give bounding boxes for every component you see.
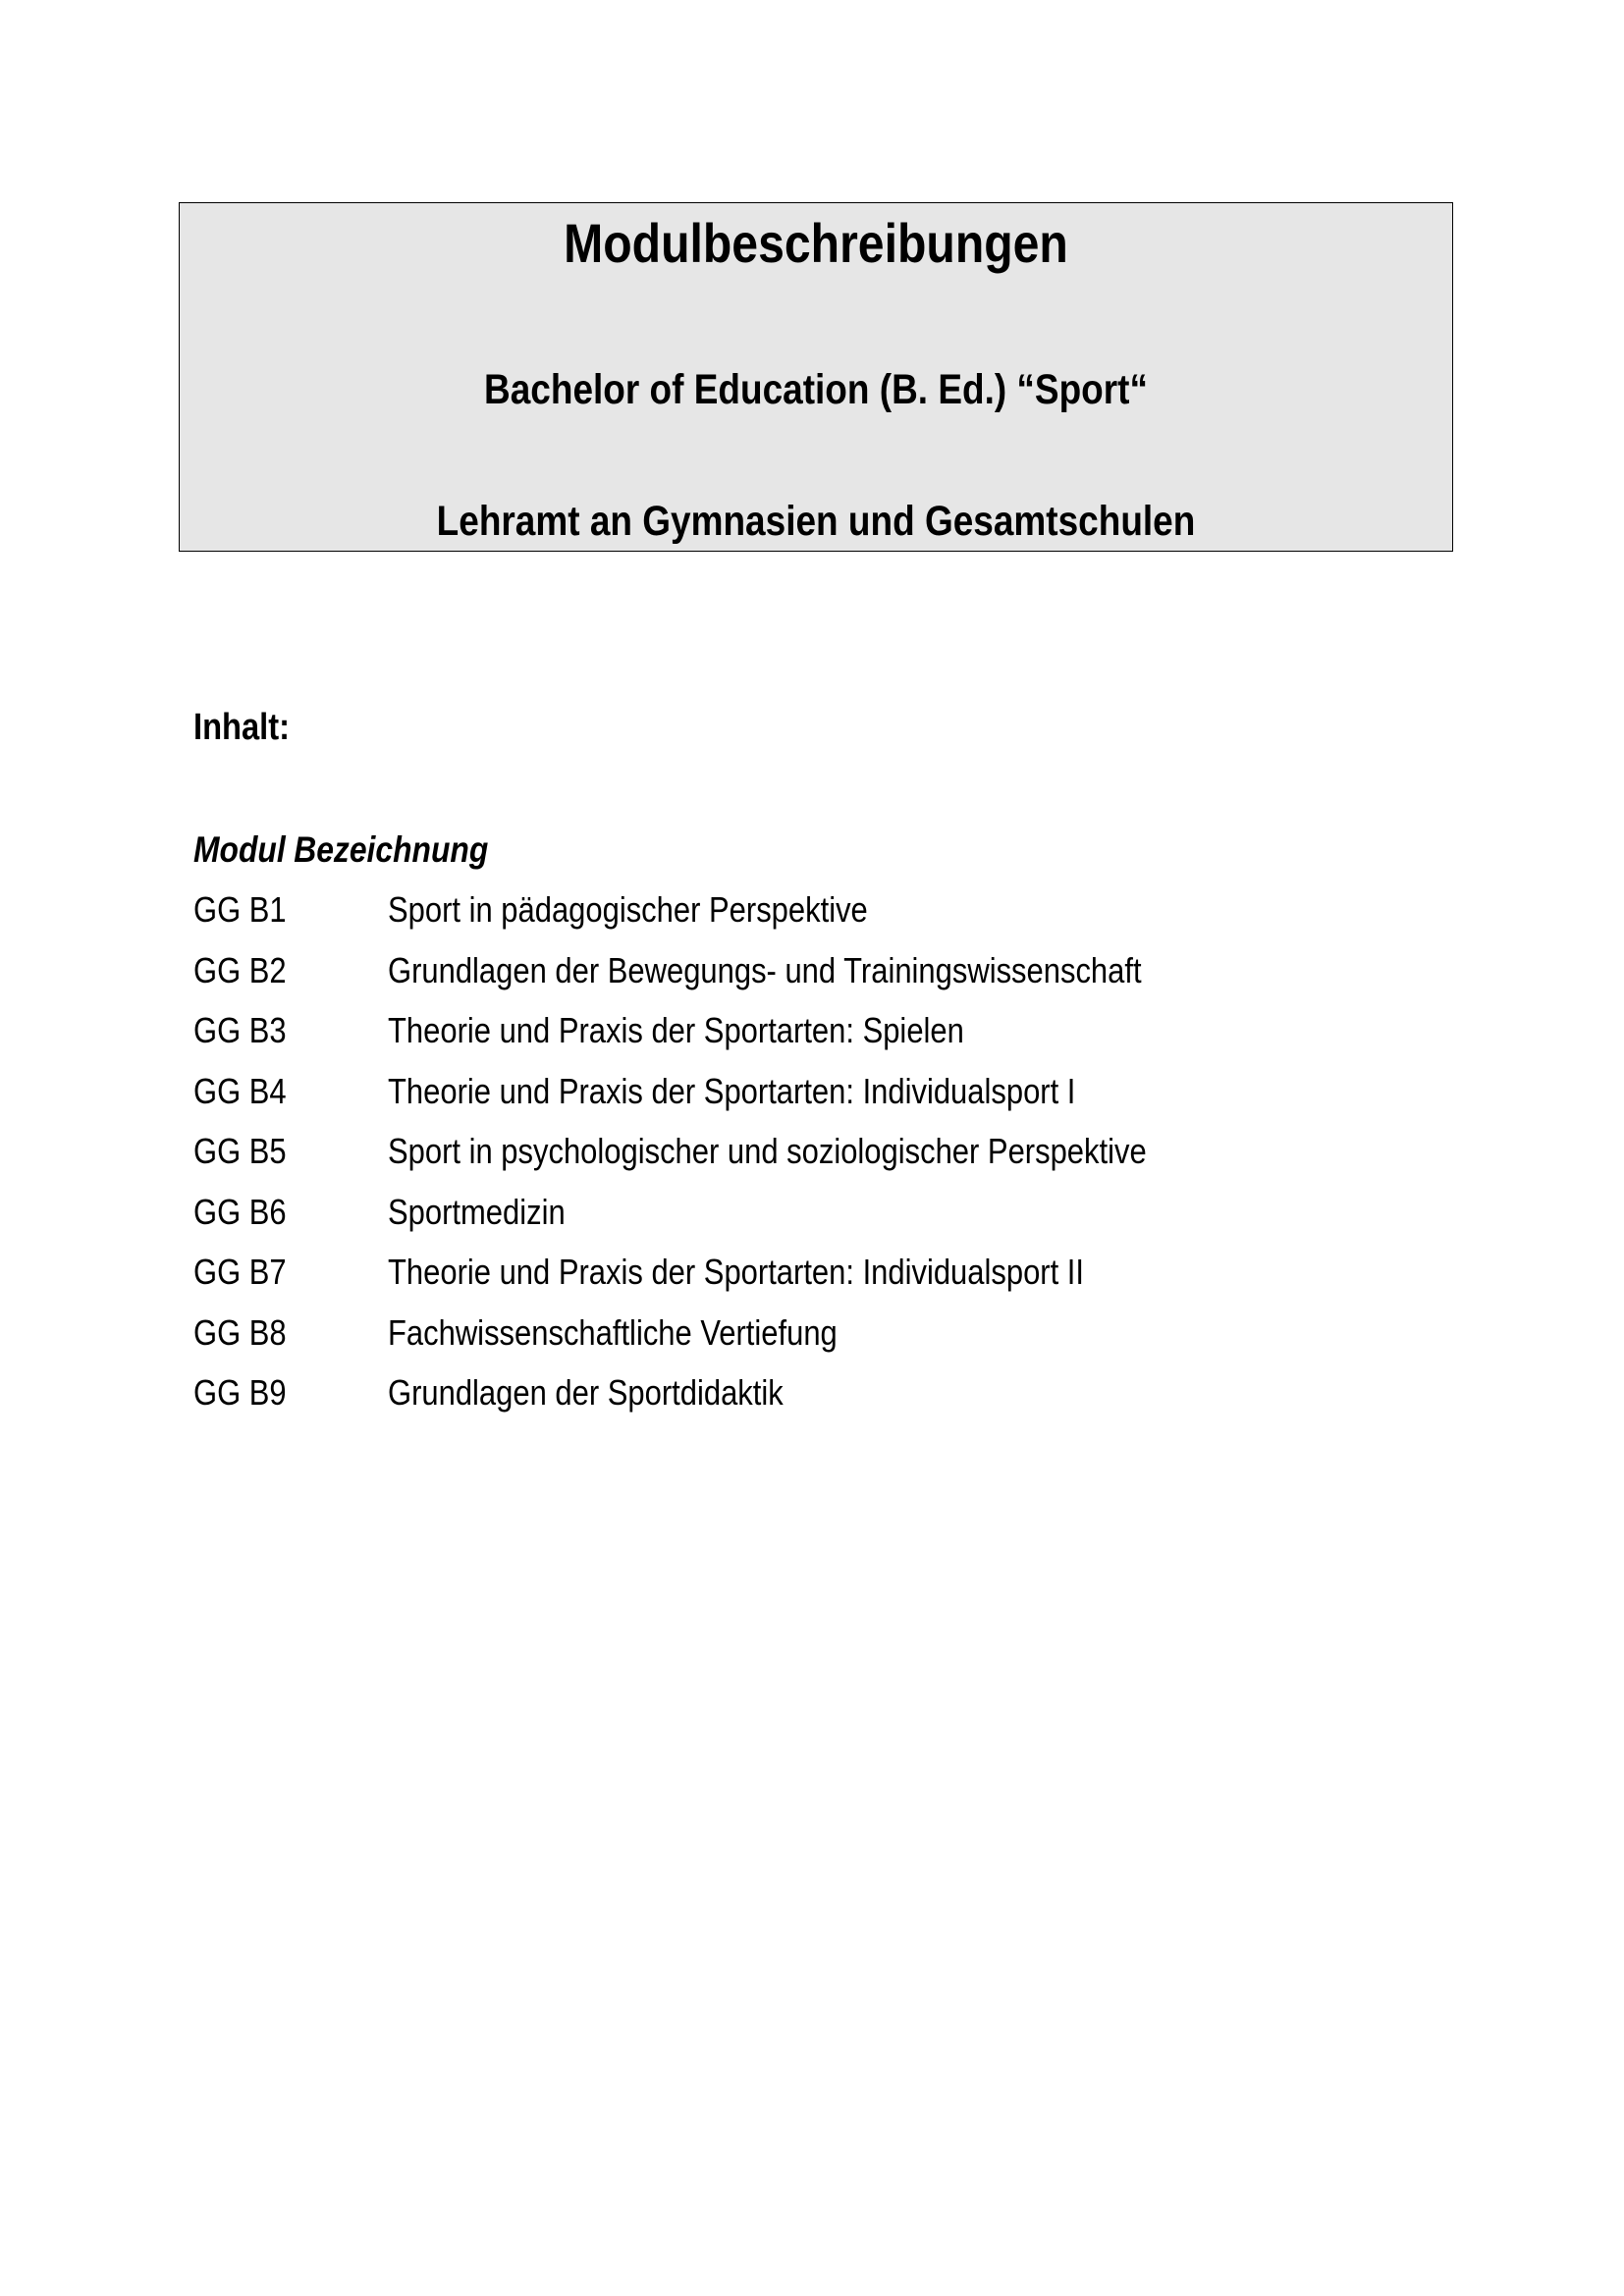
module-row xyxy=(193,1192,1470,1253)
module-code: GG B1 xyxy=(193,889,287,930)
contents-column-header xyxy=(193,829,488,871)
module-row xyxy=(193,1312,1470,1373)
module-name: Theorie und Praxis der Sportarten: Spielen xyxy=(388,1010,964,1050)
module-row xyxy=(193,1131,1470,1192)
module-row xyxy=(193,1010,1470,1071)
module-name: Theorie und Praxis der Sportarten: Individualsport I xyxy=(388,1070,1076,1111)
column-header-bezeichnung: Bezeichnung xyxy=(294,829,489,870)
module-name: Theorie und Praxis der Sportarten: Individualsport II xyxy=(388,1252,1085,1292)
module-code: GG B3 xyxy=(193,1010,287,1050)
document-title: Modulbeschreibungen xyxy=(564,212,1068,274)
degree-title: Bachelor of Education (B. Ed.) “Sport“ xyxy=(484,366,1148,413)
title-box xyxy=(179,202,1453,552)
module-name: Sport in psychologischer und soziologischer Perspektive xyxy=(388,1131,1147,1171)
module-name: Grundlagen der Bewegungs- und Trainingswissenschaft xyxy=(388,949,1142,990)
contents-heading: Inhalt: xyxy=(193,707,291,748)
module-list xyxy=(193,889,1470,1433)
module-code: GG B8 xyxy=(193,1311,287,1353)
module-code: GG B9 xyxy=(193,1372,287,1413)
module-code: GG B5 xyxy=(193,1131,287,1171)
module-row xyxy=(193,950,1470,1011)
module-row xyxy=(193,1252,1470,1312)
module-row xyxy=(193,889,1470,950)
program-title: Lehramt an Gymnasien und Gesamtschulen xyxy=(436,498,1196,545)
module-name: Sport in pädagogischer Perspektive xyxy=(388,889,868,930)
module-name: Sportmedizin xyxy=(388,1191,566,1232)
module-code: GG B7 xyxy=(193,1252,287,1292)
column-header-modul: Modul xyxy=(193,829,286,870)
module-code: GG B6 xyxy=(193,1191,287,1232)
module-name: Grundlagen der Sportdidaktik xyxy=(388,1372,784,1413)
module-row xyxy=(193,1071,1470,1132)
module-code: GG B2 xyxy=(193,949,287,990)
module-code: GG B4 xyxy=(193,1070,287,1111)
module-row xyxy=(193,1372,1470,1433)
module-name: Fachwissenschaftliche Vertiefung xyxy=(388,1311,838,1353)
